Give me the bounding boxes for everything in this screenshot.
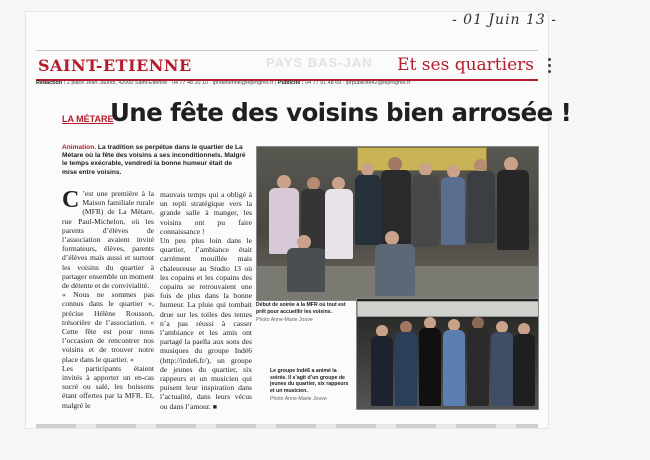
photo2-caption-text: Le groupe Indé6 a animé la soirée. Il s’agit d’un groupe de jeunes du quartier, six rappeurs et un musicien. bbox=[270, 368, 349, 394]
photo2-caption bbox=[270, 368, 354, 403]
section-ghost-text: PAYS BAS-JAN bbox=[266, 55, 373, 70]
photo1-caption-text: Début de soirée à la MFR où tout est prêt pour accueillir les voisins. bbox=[256, 302, 346, 315]
section-name: Et ses quartiers bbox=[397, 55, 534, 75]
photo1-caption bbox=[256, 302, 351, 324]
pub-label: Publicité : bbox=[277, 80, 304, 86]
contact-email: lprsteti​enne@leprogres.fr bbox=[212, 80, 274, 86]
article-headline: Une fête des voisins bien arrosée ! bbox=[110, 98, 572, 127]
punch-hole-dot bbox=[548, 58, 551, 61]
col1-paragraph-1: ’est une première à la Maison familiale rurale (MFR) de La Métare, rue Paul-Michelon, où les parents d’élèves de l’association avaient invité formateurs, élèves, parents d’élèves mais aussi et surtout les voisins du quartier à partager ensemble un moment de détente et de convivialité. bbox=[62, 189, 154, 291]
section-header bbox=[36, 50, 538, 81]
contact-address: 2 place Jean-Jaurès, 42000 Saint-Etienne bbox=[66, 80, 168, 86]
end-mark: ■ bbox=[212, 402, 217, 411]
section-city: SAINT-ETIENNE bbox=[38, 55, 192, 75]
photo-tent-roof bbox=[357, 301, 539, 317]
punch-hole-dot bbox=[548, 70, 551, 73]
drop-cap: C bbox=[62, 187, 80, 213]
contact-label: Rédaction : bbox=[36, 80, 66, 86]
chapo-text: La tradition se perpétue dans le quartier de La Métare où la fête des voisins a ses inconditionnels. Malgré le temps exécrable, vendredi la bonne humeur était de mise entre voisins. bbox=[62, 144, 246, 176]
photo-inde6-group bbox=[356, 298, 539, 410]
article-column-2 bbox=[160, 190, 252, 412]
article-chapo bbox=[62, 144, 248, 177]
col2-paragraph-2: Un peu plus loin dans le quartier, l’ambiance était carrément mouillée mais chaleureuse au Studio 13 où les copains et les copains des copains se retrouvaient une fois de plus dans la bonne humeur. La pluie qui tombait drue sur les toiles des tentes n’a pas réussi à casser l’ambiance et les amis ont partagé la paella aux sons des musiques du groupe Indé6 (http://inde6.fr/), un groupe de jeunes du quartier, six rappeurs et un musicien qui puisent leur inspiration dans l’actualité, dans leurs vécus ou dans l’amour. bbox=[160, 236, 252, 411]
handwritten-date: - 01 Juin 13 - bbox=[452, 12, 558, 28]
next-article-strip bbox=[36, 424, 538, 428]
chapo-lead: Animation. bbox=[62, 144, 97, 151]
photo1-credit: Photo Anne-Marie Jouve bbox=[256, 317, 313, 324]
contact-phone: 04 77 48 10 10 bbox=[172, 80, 209, 86]
contact-line: Rédaction : 2 place Jean-Jaurès, 42000 Saint-Etienne · 04 77 48 10 10 · lprsteti​enne@leprogres.fr | Publicité : 04 77 91 48 69 · lprpublicite42@leprogres.fr bbox=[36, 80, 411, 86]
photo-mfr-group bbox=[256, 146, 539, 301]
col1-paragraph-2: « Nous ne sommes pas connus dans le quartier », précise Hélène Rousson, trésorière de l’association. « Cette fête est pour nous l’occasion de rencontrer nos voisins et de trouver notre place dans le quartier. » bbox=[62, 290, 154, 364]
col1-paragraph-3: Les participants étaient invités à apporter un en-cas sucré ou salé, les boissons étant offertes par la MFR. Et, malgré le bbox=[62, 363, 154, 410]
photo2-credit: Photo Anne-Marie Jouve bbox=[270, 396, 327, 403]
pub-email: lprpublicite42@leprogres.fr bbox=[345, 80, 411, 86]
article-kicker: LA MÉTARE bbox=[62, 114, 114, 124]
punch-hole-dot bbox=[548, 64, 551, 67]
col2-paragraph-1: mauvais temps qui a obligé à un repli stratégique vers la grande salle à manger, les voisins ont pu faire connaissance ! bbox=[160, 190, 252, 236]
article-column-1 bbox=[62, 189, 154, 410]
pub-phone: 04 77 91 48 69 bbox=[305, 80, 342, 86]
